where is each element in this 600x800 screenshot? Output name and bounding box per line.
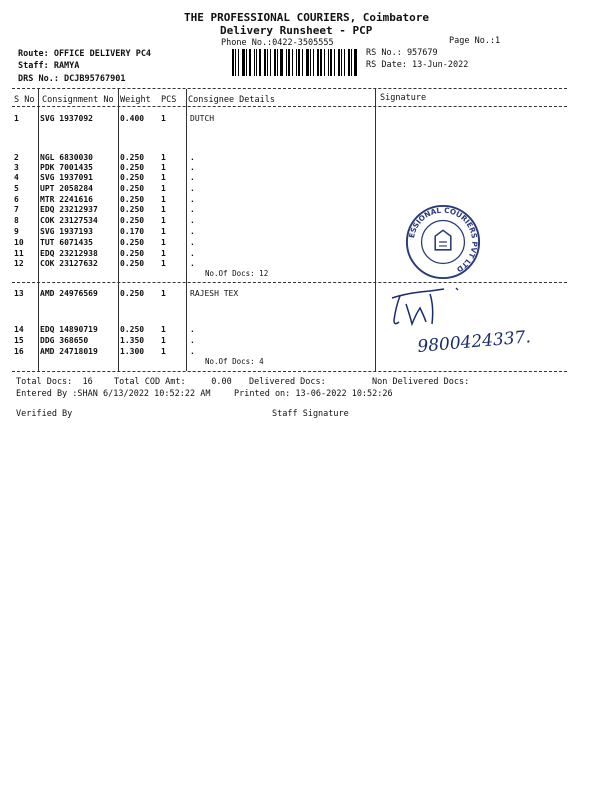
barcode-bar <box>334 49 335 76</box>
cell-pcs: 1 <box>161 238 166 247</box>
table-row <box>0 238 600 248</box>
cell-weight: 0.400 <box>120 114 145 123</box>
barcode-bar <box>320 49 322 76</box>
header-bottom-rule <box>12 106 567 107</box>
cell-consignment: MTR 2241616 <box>40 195 93 204</box>
drs-number: DRS No.: DCJB95767901 <box>18 74 126 84</box>
group-divider <box>12 282 567 283</box>
barcode-bar <box>254 49 255 76</box>
cell-consignment: COK 23127632 <box>40 259 98 268</box>
phone-number: Phone No.:0422-3505555 <box>221 38 334 48</box>
cell-sno: 14 <box>14 325 24 334</box>
cell-dot: . <box>190 184 195 193</box>
cell-sno: 8 <box>14 216 19 225</box>
cell-pcs: 1 <box>161 205 166 214</box>
cell-pcs: 1 <box>161 163 166 172</box>
cell-sno: 10 <box>14 238 24 247</box>
col-sno: S No <box>14 95 35 105</box>
entered-by: Entered By :SHAN 6/13/2022 10:52:22 AM <box>16 389 211 399</box>
barcode-bar <box>317 49 319 76</box>
cell-dot: . <box>190 216 195 225</box>
cell-dot: . <box>190 249 195 258</box>
cell-sno: 15 <box>14 336 24 345</box>
cell-dot: . <box>190 259 195 268</box>
cell-consignment: TUT 6071435 <box>40 238 93 247</box>
barcode-bar <box>296 49 297 76</box>
barcode-bar <box>286 49 287 76</box>
cell-pcs: 1 <box>161 289 166 298</box>
cell-weight: 0.170 <box>120 227 145 236</box>
cell-dot: . <box>190 195 195 204</box>
cell-weight: 0.250 <box>120 184 145 193</box>
cell-consignment: SVG 1937193 <box>40 227 93 236</box>
cell-weight: 1.300 <box>120 347 145 356</box>
barcode-bar <box>348 49 350 76</box>
cell-sno: 3 <box>14 163 19 172</box>
barcode-bar <box>354 49 357 76</box>
cell-weight: 0.250 <box>120 153 145 162</box>
table-row <box>0 249 600 259</box>
table-row <box>0 227 600 237</box>
barcode-bar <box>324 49 325 76</box>
cell-pcs: 1 <box>161 259 166 268</box>
barcode-bar <box>292 49 293 76</box>
cell-weight: 0.250 <box>120 173 145 182</box>
cell-sno: 6 <box>14 195 19 204</box>
cell-weight: 0.250 <box>120 259 145 268</box>
barcode-bar <box>330 49 333 76</box>
cell-consignment: DDG 368650 <box>40 336 89 345</box>
cell-sno: 9 <box>14 227 19 236</box>
handwritten-signature <box>386 286 566 366</box>
total-docs: Total Docs: 16 <box>16 377 93 387</box>
cell-weight: 0.250 <box>120 195 145 204</box>
cell-sno: 1 <box>14 114 19 123</box>
cell-pcs: 1 <box>161 336 166 345</box>
verified-by: Verified By <box>16 409 73 419</box>
cell-dot: . <box>190 347 195 356</box>
col-consignment: Consignment No <box>42 95 114 105</box>
table-row <box>0 114 600 124</box>
page-number: Page No.:1 <box>449 36 501 46</box>
consignee-name: DUTCH <box>190 114 215 123</box>
cell-pcs: 1 <box>161 114 166 123</box>
barcode-bar <box>338 49 340 76</box>
barcode-bar <box>341 49 342 76</box>
cell-weight: 0.250 <box>120 205 145 214</box>
cell-dot: . <box>190 227 195 236</box>
company-stamp <box>404 203 482 281</box>
barcode-bar <box>298 49 300 76</box>
cell-pcs: 1 <box>161 216 166 225</box>
table-row <box>0 163 600 173</box>
table-row <box>0 205 600 215</box>
cell-weight: 0.250 <box>120 238 145 247</box>
cell-consignment: AMD 24718019 <box>40 347 98 356</box>
barcode-bar <box>246 49 247 76</box>
route: Route: OFFICE DELIVERY PC4 <box>18 49 152 59</box>
cell-pcs: 1 <box>161 173 166 182</box>
cell-consignment: AMD 24976569 <box>40 289 98 298</box>
cell-sno: 5 <box>14 184 19 193</box>
cell-weight: 0.250 <box>120 216 145 225</box>
col-details: Consignee Details <box>188 95 275 105</box>
cell-consignment: EDQ 14890719 <box>40 325 98 334</box>
barcode-bar <box>328 49 329 76</box>
barcode-bar <box>288 49 290 76</box>
table-row <box>0 173 600 183</box>
cell-pcs: 1 <box>161 325 166 334</box>
cell-pcs: 1 <box>161 195 166 204</box>
cell-weight: 0.250 <box>120 249 145 258</box>
cell-dot: . <box>190 238 195 247</box>
barcode-bar <box>235 49 236 76</box>
barcode-bar <box>242 49 245 76</box>
cell-pcs: 1 <box>161 227 166 236</box>
cell-pcs: 1 <box>161 184 166 193</box>
table-row <box>0 216 600 226</box>
printed-on: Printed on: 13-06-2022 10:52:26 <box>234 389 393 399</box>
rs-number: RS No.: 957679 <box>366 48 438 58</box>
non-delivered-docs: Non Delivered Docs: <box>372 377 470 387</box>
total-cod: Total COD Amt: 0.00 <box>114 377 232 387</box>
barcode-bar <box>313 49 314 76</box>
cell-dot: . <box>190 205 195 214</box>
barcode-bar <box>259 49 261 76</box>
cell-sno: 11 <box>14 249 24 258</box>
docs-count: No.Of Docs: 12 <box>205 269 269 278</box>
cell-dot: . <box>190 173 195 182</box>
cell-pcs: 1 <box>161 153 166 162</box>
barcode-bar <box>232 49 234 76</box>
barcode-bar <box>344 49 345 76</box>
table-row <box>0 153 600 163</box>
col-weight: Weight <box>120 95 151 105</box>
barcode-bar <box>256 49 257 76</box>
delivered-docs: Delivered Docs: <box>249 377 326 387</box>
col-signature: Signature <box>380 93 427 103</box>
cell-dot: . <box>190 163 195 172</box>
barcode-bar <box>274 49 276 76</box>
cell-weight: 1.350 <box>120 336 145 345</box>
cell-sno: 12 <box>14 259 24 268</box>
cell-pcs: 1 <box>161 249 166 258</box>
cell-pcs: 1 <box>161 347 166 356</box>
barcode <box>232 49 360 76</box>
barcode-bar <box>280 49 283 76</box>
cell-weight: 0.250 <box>120 163 145 172</box>
handwritten-phone: 9800424337. <box>416 327 532 357</box>
company-name: THE PROFESSIONAL COURIERS, Coimbatore <box>184 11 430 24</box>
cell-weight: 0.250 <box>120 289 145 298</box>
table-bottom-rule <box>12 371 567 372</box>
cell-sno: 13 <box>14 289 24 298</box>
col-pcs: PCS <box>161 95 177 105</box>
cell-consignment: EDQ 23212938 <box>40 249 98 258</box>
cell-sno: 2 <box>14 153 19 162</box>
barcode-bar <box>310 49 311 76</box>
cell-consignment: EDQ 23212937 <box>40 205 98 214</box>
cell-weight: 0.250 <box>120 325 145 334</box>
header-top-rule <box>12 88 567 89</box>
stamp-text: ESSIONAL COURIERS PVT LTD <box>407 205 480 275</box>
staff: Staff: RAMYA <box>18 61 80 71</box>
cell-dot: . <box>190 153 195 162</box>
table-row <box>0 184 600 194</box>
consignee-name: RAJESH TEX <box>190 289 239 298</box>
barcode-bar <box>267 49 268 76</box>
staff-signature: Staff Signature <box>272 409 349 419</box>
cell-sno: 4 <box>14 173 19 182</box>
cell-dot: . <box>190 336 195 345</box>
table-row <box>0 195 600 205</box>
barcode-bar <box>351 49 352 76</box>
barcode-bar <box>277 49 278 76</box>
barcode-bar <box>238 49 239 76</box>
cell-consignment: NGL 6830030 <box>40 153 93 162</box>
barcode-bar <box>264 49 267 76</box>
barcode-bar <box>270 49 271 76</box>
cell-consignment: COK 23127534 <box>40 216 98 225</box>
cell-consignment: UPT 2058284 <box>40 184 93 193</box>
runsheet-title: Delivery Runsheet - PCP <box>220 24 373 37</box>
cell-consignment: SVG 1937091 <box>40 173 93 182</box>
barcode-bar <box>249 49 251 76</box>
barcode-bar <box>302 49 303 76</box>
cell-dot: . <box>190 325 195 334</box>
rs-date: RS Date: 13-Jun-2022 <box>366 60 469 70</box>
cell-sno: 7 <box>14 205 19 214</box>
cell-sno: 16 <box>14 347 24 356</box>
cell-consignment: SVG 1937092 <box>40 114 93 123</box>
barcode-bar <box>306 49 309 76</box>
docs-count: No.Of Docs: 4 <box>205 357 264 366</box>
table-row <box>0 259 600 269</box>
cell-consignment: PDK 7001435 <box>40 163 93 172</box>
